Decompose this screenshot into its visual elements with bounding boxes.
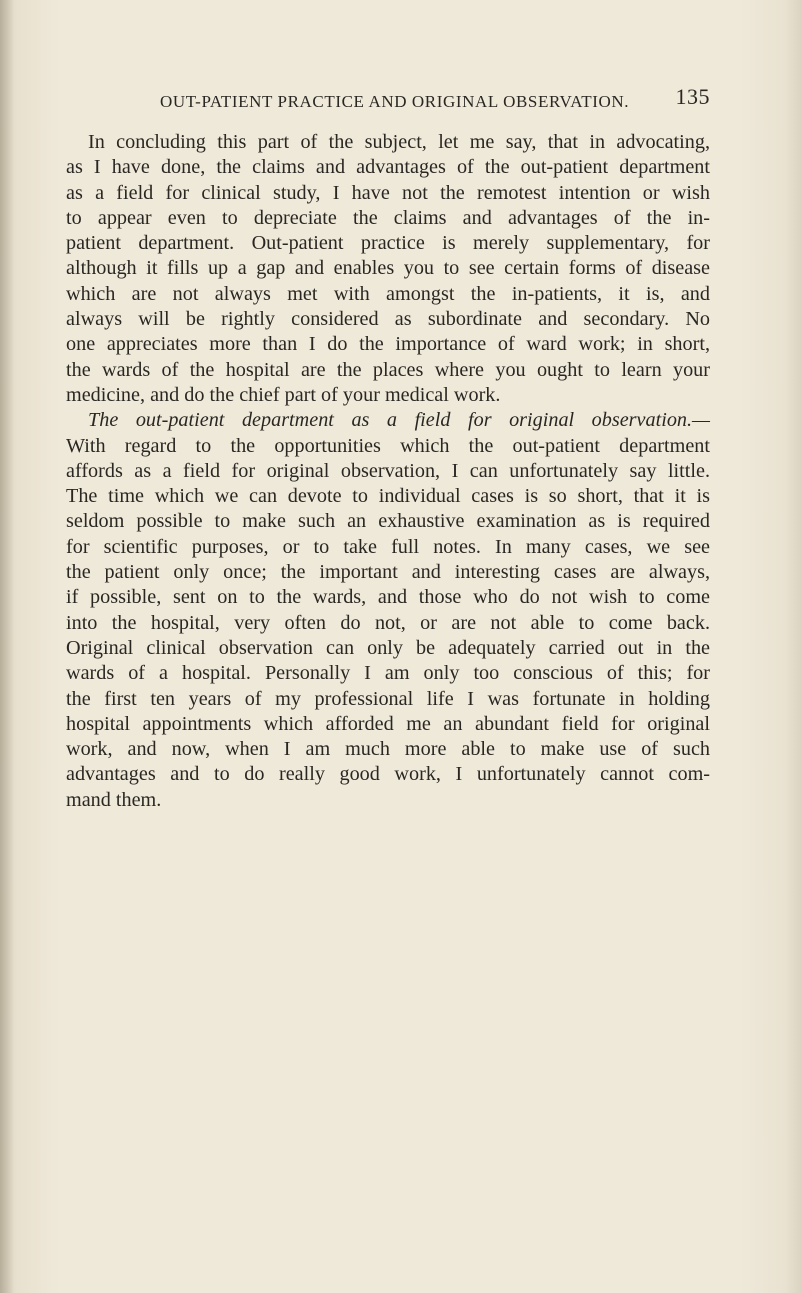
body-text xyxy=(66,130,710,813)
text-line: patient department. Out-patient practice is merely supplementary, for xyxy=(66,232,710,255)
text-line: Original clinical observation can only be adequately carried out in the xyxy=(66,636,710,659)
text-line: In concluding this part of the subject, let me say, that in advocating, xyxy=(88,131,710,153)
text-line: one appreciates more than I do the importance of ward work; in short, xyxy=(66,333,710,356)
page-number: 135 xyxy=(675,84,710,109)
text-line: which are not always met with amongst the in-patients, it is, and xyxy=(66,282,710,305)
text-line: mand them. xyxy=(66,788,162,811)
text-line: for scientific purposes, or to take full notes. In many cases, we see xyxy=(66,535,710,558)
text-line: into the hospital, very often do not, or are not able to come back. xyxy=(66,611,710,634)
text-line: The time which we can devote to individual cases is so short, that it is xyxy=(66,485,710,508)
text-line: always will be rightly considered as subordinate and secondary. No xyxy=(66,308,710,331)
text-line: as I have done, the claims and advantages of the out-patient department xyxy=(66,156,710,179)
running-title: OUT-PATIENT PRACTICE AND ORIGINAL OBSERVATION. xyxy=(160,92,630,111)
spine-shadow xyxy=(0,0,14,1293)
text-line: wards of a hospital. Personally I am only too conscious of this; for xyxy=(66,662,710,685)
text-line: With regard to the opportunities which the out-patient department xyxy=(66,434,710,457)
text-line: if possible, sent on to the wards, and those who do not wish to come xyxy=(66,586,710,609)
text-line: the patient only once; the important and interesting cases are always, xyxy=(66,561,710,584)
section-heading: The out-patient department as a field for original observation.— xyxy=(88,409,710,432)
text-line: advantages and to do really good work, I unfortunately cannot com- xyxy=(66,763,710,786)
text-line: affords as a field for original observation, I can unfortunately say little. xyxy=(66,459,710,482)
text-line: the wards of the hospital are the places where you ought to learn your xyxy=(66,358,710,381)
text-line: seldom possible to make such an exhaustive examination as is required xyxy=(66,510,710,533)
text-line: hospital appointments which afforded me an abundant field for original xyxy=(66,712,710,735)
text-line: to appear even to depreciate the claims and advantages of the in- xyxy=(66,206,710,229)
text-line: the first ten years of my professional life I was fortunate in holding xyxy=(66,687,710,710)
text-line: medicine, and do the chief part of your medical work. xyxy=(66,383,501,406)
text-line: work, and now, when I am much more able to make use of such xyxy=(66,738,710,761)
running-head xyxy=(160,84,710,114)
text-line: as a field for clinical study, I have not the remotest intention or wish xyxy=(66,181,710,204)
text-line: although it fills up a gap and enables you to see certain forms of disease xyxy=(66,257,710,280)
